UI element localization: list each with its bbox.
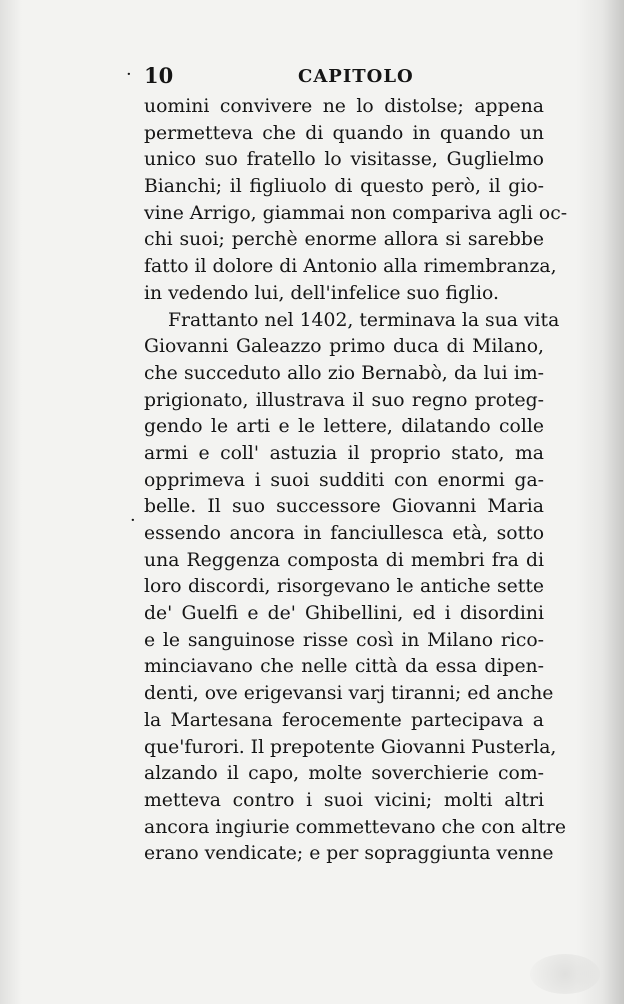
text-line: loro discordi, risorgevano le antiche sette [144,576,544,598]
text-line: la Martesana ferocemente partecipava a [144,709,544,731]
text-line: uomini convivere ne lo distolse; appena [144,96,544,117]
text-line: unico suo fratello lo visitasse, Guglielmo [144,149,544,171]
text-line: minciavano che nelle città da essa dipen- [144,656,544,678]
chapter-title: CAPITOLO [298,66,414,87]
text-line: alzando il capo, molte soverchierie com- [144,763,544,785]
text-line: ancora ingiurie commettevano che con altre [144,816,566,838]
text-line: metteva contro i suoi vicini; molti altri [144,789,544,811]
margin-mark-left: · [130,510,136,531]
text-line: chi suoi; perchè enorme allora si sarebbe [144,229,544,251]
page-edge-shadow [576,0,624,1004]
text-line: una Reggenza composta di membri fra di [144,549,544,571]
text-line: permetteva che di quando in quando un [144,122,544,144]
text-line: denti, ove erigevansi varj tiranni; ed anche [144,683,554,705]
margin-mark-top: · [126,64,132,85]
paragraph-2 [144,308,566,868]
text-line: che succeduto allo zio Bernabò, da lui im- [144,362,544,384]
text-line: armi e coll' astuzia il proprio stato, ma [144,442,544,464]
text-line: erano vendicate; e per sopraggiunta venne [144,843,554,865]
text-line: e le sanguinose risse così in Milano rico- [144,629,544,651]
page-number: 10 [144,63,174,88]
text-line: Giovanni Galeazzo primo duca di Milano, [144,336,544,358]
text-line: vine Arrigo, giammai non compariva agli oc- [144,202,568,224]
paragraph-1 [144,94,568,308]
text-line: prigionato, illustrava il suo regno proteg- [144,389,544,411]
text-line: Frattanto nel 1402, terminava la sua vita [168,309,560,331]
text-line: belle. Il suo successore Giovanni Maria [144,496,544,518]
text-line: fatto il dolore di Antonio alla rimembranza, [144,256,557,278]
page-header [134,62,544,92]
text-line: de' Guelfi e de' Ghibellini, ed i disordini [144,603,544,625]
text-line: essendo ancora in fanciullesca età, sotto [144,523,544,544]
body-text [144,94,568,868]
page-smudge [530,954,600,994]
scan-shadow [0,0,22,1004]
text-line: in vedendo lui, dell'infelice suo figlio. [144,282,500,304]
text-line: que'furori. Il prepotente Giovanni Pusterla, [144,736,557,758]
text-line: gendo le arti e le lettere, dilatando colle [144,416,544,438]
text-line: opprimeva i suoi sudditi con enormi ga- [144,469,544,491]
text-line: Bianchi; il figliuolo di questo però, il gio- [144,176,544,198]
